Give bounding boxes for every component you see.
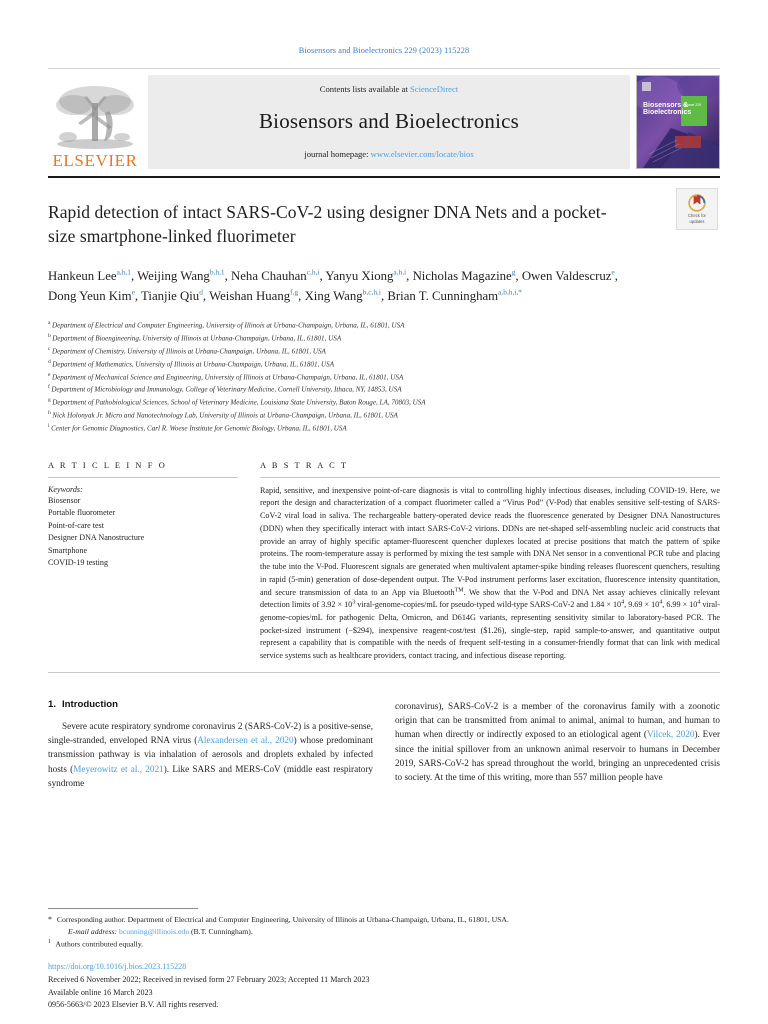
citation-link[interactable]: Alexandersen et al., 2020 (197, 735, 294, 746)
author-name: Owen Valdescruz (521, 269, 612, 284)
author-name: Xing Wang (304, 288, 363, 303)
author-name: Neha Chauhan (231, 269, 307, 284)
author-affiliation-marks: c,h,i (306, 268, 320, 278)
footnotes-block (48, 908, 720, 950)
introduction-section (48, 699, 720, 790)
abstract-superscript: 3 (352, 599, 356, 606)
keywords-label: Keywords: (48, 484, 83, 494)
footnote-equal-contribution (48, 938, 720, 950)
citation-link[interactable]: Vilcek, 2020 (647, 729, 695, 740)
masthead-divider (48, 176, 720, 178)
affiliation-text: Department of Mechanical Science and Engineering, University of Illinois at Urbana-Champaign, Urbana, IL, 61801, USA (51, 372, 404, 381)
author-affiliation-marks: a,h,i (393, 268, 407, 278)
journal-homepage-line (304, 149, 473, 159)
author-affiliation-marks: e (131, 287, 135, 297)
article-info-heading: A R T I C L E I N F O (48, 460, 167, 470)
abstract-superscript: 4 (697, 599, 701, 606)
masthead-banner (148, 75, 630, 169)
affiliation-line (48, 371, 720, 384)
received-dates: Received 6 November 2022; Received in revised form 27 February 2023; Accepted 11 March 2023 (48, 975, 370, 985)
abstract-superscript: 4 (621, 599, 625, 606)
info-abstract-section (48, 461, 720, 663)
crossmark-line2: updates (689, 219, 705, 224)
author-affiliation-marks: b,h,1 (209, 268, 225, 278)
keyword-item: Smartphone (48, 545, 88, 555)
title-block (48, 200, 720, 248)
available-online: Available online 16 March 2023 (48, 987, 153, 997)
author-affiliation-marks: a,h,1 (116, 268, 131, 278)
author-name: Nicholas Magazine (412, 269, 512, 284)
affiliation-text: Nick Holonyak Jr. Micro and Nanotechnology Lab, University of Illinois at Urbana-Champaign, Urbana, IL, 61801, USA (52, 411, 398, 420)
affiliation-mark: e (48, 371, 51, 378)
affiliation-line (48, 422, 720, 435)
abstract-bottom-rule (48, 672, 720, 673)
affiliation-line (48, 409, 720, 422)
homepage-prefix: journal homepage: (304, 149, 371, 159)
footnote-corresponding-author (48, 914, 720, 926)
affiliation-mark: g (48, 397, 51, 404)
affiliation-text: Center for Genomic Diagnostics, Carl R. Woese Institute for Genomic Biology, Urbana, IL, 61801, USA (51, 424, 347, 433)
citation-link[interactable]: Meyerowitz et al., 2021 (73, 763, 164, 774)
elsevier-wordmark: ELSEVIER (52, 151, 138, 170)
footnote-mark-one: 1 (48, 938, 51, 945)
affiliation-line (48, 332, 720, 345)
author-name: Tianjie Qiu (141, 288, 200, 303)
intro-left-column (48, 699, 373, 790)
author-name: Hankeun Lee (48, 269, 117, 284)
abstract-column (260, 461, 720, 663)
author-name: Weijing Wang (137, 269, 210, 284)
keyword-item: Point-of-care test (48, 520, 104, 530)
affiliation-text: Department of Electrical and Computer Engineering, University of Illinois at Urbana-Champaign, Urbana, IL, 61801, USA (51, 321, 405, 330)
author-affiliation-marks: a,b,h,i,* (498, 287, 522, 297)
author-list: Hankeun Lee$^{a,h,1}$, Weijing Wang$^{b,h,1}$, Neha Chauhan$^{c,h,i}$, Yanyu Xiong$^{a,h,i}$, Nicholas Magazine$^g$, Owen Valdescruz$^e$, Dong Yeun Kim$^e$, Tianjie Qiu$^d$, Weishan Huang$^{f,g}$, Xing Wang$^{b,c,h,i}$, Brian T. Cunningham$^{a,b,h,i,*}$ (48, 268, 618, 303)
section-number: 1. (48, 698, 57, 710)
author-affiliation-marks: b,c,h,i (362, 287, 381, 297)
svg-text:Volume 229: Volume 229 (683, 103, 701, 107)
article-info-rule (48, 477, 238, 478)
email-address-label: E-mail address: (68, 927, 118, 937)
contents-prefix: Contents lists available at (319, 84, 410, 94)
author-affiliation-marks: d (199, 287, 203, 297)
journal-cover-image (636, 75, 720, 169)
journal-title: Biosensors and Bioelectronics (258, 109, 520, 133)
email-address-link[interactable]: bcunning@illinois.edu (118, 927, 190, 937)
footnote-rule (48, 908, 198, 909)
abstract-superscript: TM (454, 586, 464, 593)
affiliation-text: Department of Bioengineering, University of Illinois at Urbana-Champaign, Urbana, IL, 61801, USA (52, 334, 342, 343)
doi-link[interactable]: https://doi.org/10.1016/j.bios.2023.115228 (48, 962, 187, 972)
affiliation-line (48, 345, 720, 358)
affiliation-line (48, 358, 720, 371)
journal-masthead (48, 68, 720, 169)
sciencedirect-link[interactable]: ScienceDirect (410, 84, 459, 94)
author-affiliation-marks: g (511, 268, 516, 278)
intro-paragraph-right: coronavirus), SARS-CoV-2 is a member of the coronavirus family with a zoonotic origin that can be transmitted from animal to animal, animal to human, and human to human when directly or indirectly exposed to an etiological agent (Vilcek, 2020). Ever since the initial spillover from an unknown animal reservoir to humans in December 2019, SARS-CoV-2 has spread throughout the world, bringing an unprecedented crisis to society. At the time of this writing, more than 557 million people have (395, 700, 721, 783)
footnote-corresponding-text: Corresponding author. Department of Electrical and Computer Engineering, University of Illinois at Urbana-Champaign, Urbana, IL, 61801, USA. (56, 915, 509, 925)
copyright-line: 0956-5663/© 2023 Elsevier B.V. All rights reserved. (48, 1000, 219, 1010)
keyword-item: Designer DNA Nanostructure (48, 533, 145, 543)
abstract-text: Rapid, sensitive, and inexpensive point-of-care diagnosis is vital to controlling highly infectious diseases, including COVID-19. Here, we report the design and characterization of a compact fluorimeter called a “Virus Pod” (V-Pod) that enables sensitive self-testing of SARS-CoV-2 viral load in saliva. The rechargeable battery-operated device reads the fluorescence generated by Designer DNA Nanostructures (DDN) when they specifically interact with intact SARS-CoV-2 virions. DDNs are net-shaped self-assembling nucleic acid constructs that provide an array of highly specific aptamer-fluorescent quencher duplexes located at precise positions that match the pattern of spike proteins. The room-temperature assay is performed by mixing the test sample with DNA Net sensor in a conventional PCR tube and placing the tube into the V-Pod. Fluorescent signals are generated when multivalent aptamer-spike binding releases fluorescent quenchers, resulting in rapid (5-min) generation of dose-dependent output. The V-Pod instrument performs laser excitation, fluorescence intensity quantitation, and secure transmission of data to an App via Bluetooth™. We show that the V-Pod and DNA Net assay achieves clinically relevant detection limits of $3.92 \times 10^3$ viral-genome-copies/mL for pseudo-typed wild-type SARS-CoV-2 and $1.84 \times 10^4$, $9.69 \times 10^4$, $6.99 \times 10^4$ viral-genome-copies/mL for pathogenic Delta, Omicron, and D614G variants, representing sensitivity similar to laboratory-based PCR. The pocket-sized instrument (−$294), inexpensive reagent-cost/test ($1.26), single-step, rapid sample-to-answer, and quantitative output represent a capability that is compatible with the needs of frequent self-testing in a consumer-friendly format that can link with medical service systems such as healthcare providers, contact tracing, and infectious disease reporting. (260, 485, 720, 661)
keyword-item: COVID-19 testing (48, 558, 109, 568)
affiliation-mark: h (48, 410, 51, 417)
author-affiliation-marks: e (611, 268, 615, 278)
running-head: Biosensors and Bioelectronics 229 (2023) 115228 (298, 46, 470, 55)
keyword-item: Portable fluorometer (48, 508, 116, 518)
colophon-block (48, 961, 720, 1012)
crossmark-icon (688, 194, 706, 212)
crossmark-badge[interactable] (676, 188, 718, 230)
section-heading-introduction (48, 699, 373, 710)
email-address-owner: (B.T. Cunningham). (190, 927, 253, 937)
keyword-item: Biosensor (48, 495, 81, 505)
affiliation-text: Department of Pathobiological Sciences, School of Veterinary Medicine, Louisiana State University, Baton Rouge, LA, 70803, USA (52, 398, 426, 407)
author-name: Brian T. Cunningham (387, 288, 499, 303)
intro-paragraph-left: Severe acute respiratory syndrome coronavirus 2 (SARS-CoV-2) is a positive-sense, single-stranded, enveloped RNA virus (Alexandersen et al., 2020) whose predominant transmission pathway is via inhalation of aerosols and droplets exhaled by infected hosts (Meyerowitz et al., 2021). Like SARS and MERS-CoV (middle east respiratory syndrome (48, 720, 373, 788)
affiliation-text: Department of Mathematics, University of Illinois at Urbana-Champaign, Urbana, IL, 61801, USA (52, 360, 335, 369)
affiliation-text: Department of Chemistry, University of Illinois at Urbana-Champaign, Urbana, IL, 61801, USA (51, 347, 326, 356)
elsevier-tree-icon (54, 81, 136, 151)
crossmark-line1: Check for (688, 212, 706, 218)
affiliation-text: Department of Microbiology and Immunology, College of Veterinary Medicine, Cornell University, Ithaca, NY, 14853, USA (51, 385, 402, 394)
svg-text:Bioelectronics: Bioelectronics (643, 109, 692, 116)
elsevier-logo (48, 75, 142, 169)
page-title: Rapid detection of intact SARS-CoV-2 using designer DNA Nets and a pocket-size smartphone-linked fluorimeter (48, 202, 607, 247)
journal-homepage-link[interactable]: www.elsevier.com/locate/bios (370, 149, 474, 159)
affiliation-line (48, 319, 720, 332)
abstract-superscript: 4 (659, 599, 663, 606)
affiliation-line (48, 383, 720, 396)
affiliation-line (48, 396, 720, 409)
affiliation-mark: a (48, 320, 51, 327)
footnote-email (48, 926, 720, 938)
abstract-rule (260, 477, 720, 478)
affiliation-mark: f (48, 384, 50, 391)
keywords-list (48, 495, 238, 570)
svg-text:Biosensors &: Biosensors & (643, 102, 689, 109)
intro-right-column (395, 699, 720, 790)
affiliation-list (48, 319, 720, 435)
affiliation-mark: b (48, 333, 51, 339)
author-name: Weishan Huang (209, 288, 291, 303)
footnote-mark-star: * (48, 915, 52, 925)
footnote-equal-text: Authors contributed equally. (55, 939, 144, 949)
author-name: Dong Yeun Kim (48, 288, 132, 303)
author-name: Yanyu Xiong (325, 269, 394, 284)
abstract-heading: A B S T R A C T (260, 460, 349, 470)
affiliation-mark: d (48, 358, 51, 365)
cover-artwork (637, 76, 719, 168)
section-label: Introduction (62, 698, 118, 710)
author-affiliation-marks: f,g (290, 287, 299, 297)
affiliation-mark: c (48, 345, 51, 352)
affiliation-mark: i (48, 422, 50, 429)
article-info-column (48, 461, 238, 663)
contents-available-line (320, 84, 458, 94)
